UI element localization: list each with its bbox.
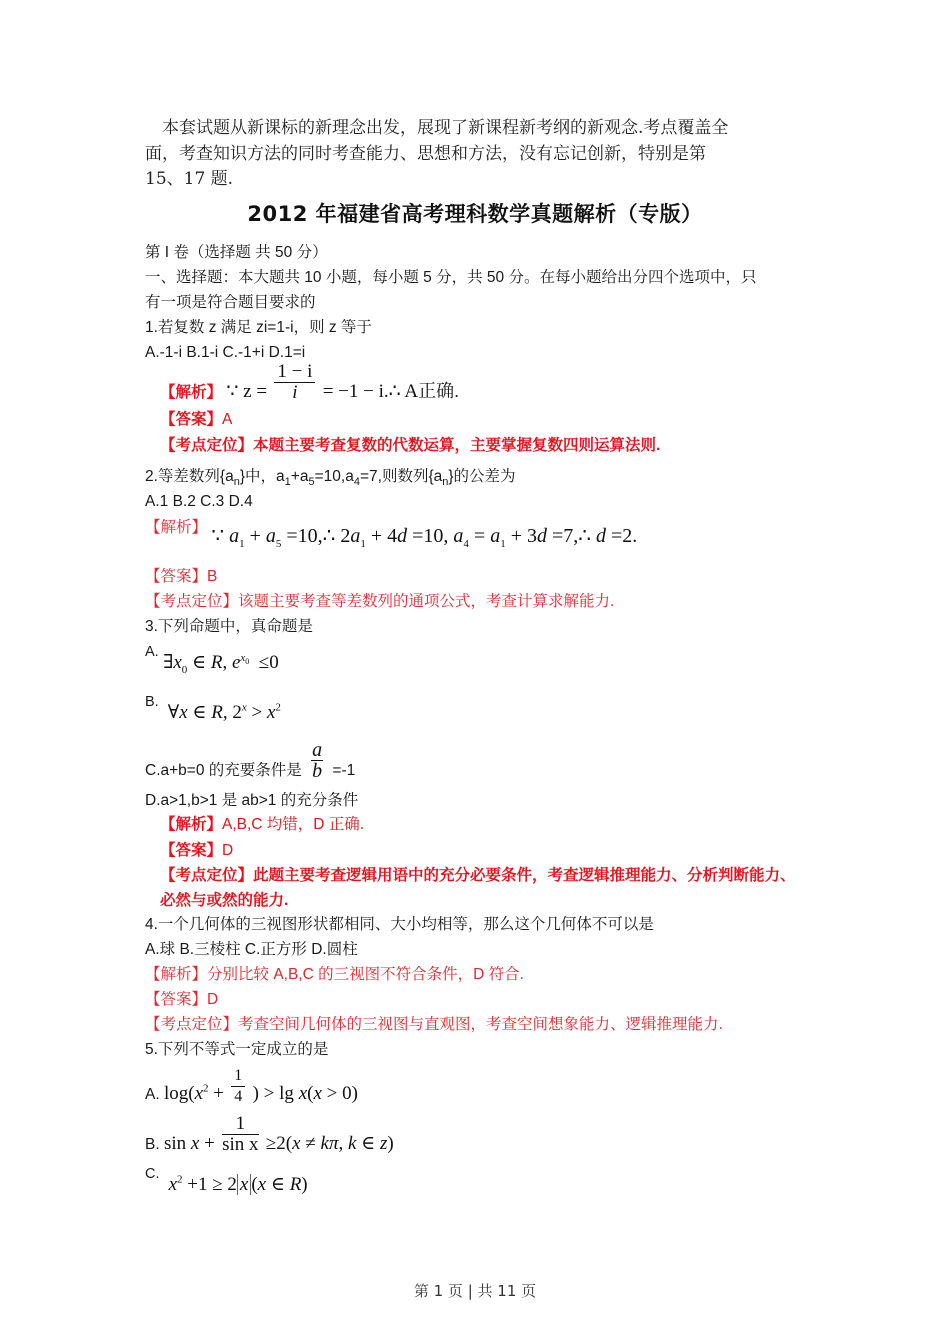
- q3-analysis: 【解析】A,B,C 均错，D 正确.: [160, 816, 365, 833]
- analysis-label: 【解析】: [160, 816, 223, 833]
- section-heading: 第 I 卷（选择题 共 50 分）: [145, 244, 328, 261]
- q3-option-b: B. ∀x ∈ R, $2^x > x^2$: [145, 694, 281, 724]
- key-point-label: 【考点定位】: [145, 1016, 239, 1033]
- fraction: $\frac{a}{b}$: [312, 739, 323, 782]
- section-instructions-2: 有一项是符合题目要求的: [145, 294, 316, 311]
- answer-label: 【答案】: [145, 991, 208, 1008]
- q4-analysis: 【解析】分别比较 A,B,C 的三视图不符合条件，D 符合.: [145, 966, 524, 983]
- page-footer: 第 1 页 | 共 11 页: [413, 1282, 537, 1300]
- fraction: $\frac{1 - i}{i}$: [274, 362, 315, 403]
- q1-key-point: 【考点定位】本题主要考查复数的代数运算，主要掌握复数四则运算法则.: [160, 437, 661, 454]
- q1-options: A.-1-i B.1-i C.-1+i D.1=i: [145, 344, 306, 361]
- answer-label: 【答案】: [145, 568, 208, 585]
- q5-option-a: A. $\log(x^2$ + $\frac{1}{4}$ ) > lg x(x > 0): [145, 1067, 358, 1105]
- q4-answer: 【答案】D: [145, 991, 219, 1008]
- key-point-label: 【考点定位】: [145, 593, 239, 610]
- intro-line-3: 15、17 题.: [145, 169, 234, 189]
- q5-stem: 5.下列不等式一定成立的是: [145, 1041, 329, 1058]
- q3-stem: 3.下列命题中，真命题是: [145, 618, 313, 635]
- fraction: $\frac{1}{4}$: [231, 1066, 245, 1107]
- q4-stem: 4.一个几何体的三视图形状都相同、大小均相等，那么这个几何体不可以是: [145, 916, 654, 933]
- q2-options: A.1 B.2 C.3 D.4: [145, 493, 253, 510]
- q2-stem: 2.等差数列$\{a_n\}$中，$a_1+a_5=10,a_4=7$,则数列$\{a_n\}$的公差为: [145, 468, 516, 489]
- q2-key-point: 【考点定位】该题主要考查等差数列的通项公式，考查计算求解能力.: [145, 593, 615, 610]
- q4-options: A.球 B.三棱柱 C.正方形 D.圆柱: [145, 941, 358, 958]
- answer-label: 【答案】: [160, 411, 223, 428]
- q1-analysis: 【解析】 ∵ z = $\frac{1 - i}{i}$ = −1 − i.∴ A正确.: [160, 361, 460, 403]
- q2-answer: 【答案】B: [145, 568, 218, 585]
- answer-label: 【答案】: [160, 842, 223, 859]
- intro-line-1: 本套试题从新课标的新理念出发，展现了新课程新考纲的新观念.考点覆盖全: [162, 118, 729, 138]
- key-point-label: 【考点定位】: [160, 867, 254, 884]
- q2-analysis: 【解析】 ∵ $a_1 + a_5$ =10,∴ $2a_1 + 4d =10$, $a_4 = a_1 + 3d$ =7,∴ d =2.: [145, 519, 638, 550]
- q3-answer: 【答案】D: [160, 842, 234, 859]
- q3-key-point: 【考点定位】此题主要考查逻辑用语中的充分必要条件，考查逻辑推理能力、分析判断能力、: [160, 867, 796, 884]
- q3-option-c: C.a+b=0 的充要条件是 $\frac{a}{b}$ =-1: [145, 739, 356, 782]
- q1-stem: 1.若复数 z 满足 zi=1-i，则 z 等于: [145, 319, 372, 336]
- intro-line-2: 面，考查知识方法的同时考查能力、思想和方法，没有忘记创新，特别是第: [145, 144, 706, 164]
- fraction: $\frac{1}{\text{sin x}}$: [222, 1113, 259, 1155]
- q4-key-point: 【考点定位】考查空间几何体的三视图与直观图，考查空间想象能力、逻辑推理能力.: [145, 1016, 723, 1033]
- q3-option-d: D.a>1,b>1 是 ab>1 的充分条件: [145, 792, 359, 809]
- q1-answer: 【答案】A: [160, 411, 233, 428]
- analysis-label: 【解析】: [145, 519, 208, 536]
- q5-option-b: B. sin x + $\frac{1}{\text{sin x}}$ ≥2(x ≠ kπ, k ∈ z): [145, 1113, 394, 1155]
- analysis-label: 【解析】: [145, 966, 208, 983]
- q3-key-point-cont: 必然与或然的能力.: [160, 892, 289, 909]
- analysis-label: 【解析】: [160, 383, 223, 401]
- q3-option-a: A. $\exists x_0$ ∈ R, $e^{x_0} \le 0$: [145, 644, 279, 677]
- section-instructions-1: 一、选择题：本大题共 10 小题，每小题 5 分，共 50 分。在每小题给出分四个选项中，只: [145, 269, 757, 286]
- q5-option-c: C. $x^2 +1 \ge 2$ x (x ∈ R): [145, 1166, 308, 1196]
- page-title: 2012 年福建省高考理科数学真题解析（专版）: [247, 202, 703, 226]
- key-point-label: 【考点定位】: [160, 437, 254, 454]
